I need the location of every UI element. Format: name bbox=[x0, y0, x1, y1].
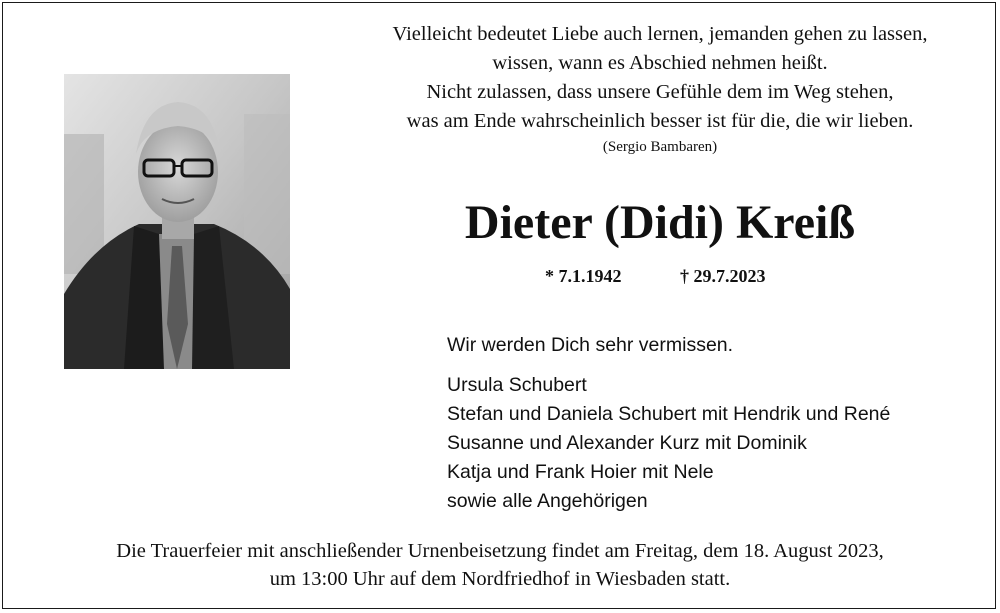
family-member: sowie alle Angehörigen bbox=[447, 490, 648, 512]
death-date: † 29.7.2023 bbox=[680, 266, 766, 286]
family-member: Stefan und Daniela Schubert mit Hendrik und René bbox=[447, 403, 891, 425]
deceased-name: Dieter (Didi) Kreiß bbox=[464, 196, 856, 249]
portrait-illustration bbox=[64, 74, 290, 369]
service-line: Die Trauerfeier mit anschließender Urnenbeisetzung findet am Freitag, dem 18. August 2023, bbox=[116, 540, 884, 562]
quote-line: Vielleicht bedeutet Liebe auch lernen, jemanden gehen zu lassen, bbox=[392, 23, 928, 45]
family-member: Katja und Frank Hoier mit Nele bbox=[447, 461, 714, 483]
family-member: Susanne und Alexander Kurz mit Dominik bbox=[447, 432, 807, 454]
birth-date: * 7.1.1942 bbox=[545, 266, 622, 286]
quote-author: (Sergio Bambaren) bbox=[602, 139, 718, 155]
portrait-photo bbox=[64, 74, 290, 369]
family-message: Wir werden Dich sehr vermissen. bbox=[447, 334, 734, 356]
quote-line: Nicht zulassen, dass unsere Gefühle dem im Weg stehen, bbox=[426, 81, 894, 103]
service-line: um 13:00 Uhr auf dem Nordfriedhof in Wiesbaden statt. bbox=[269, 568, 731, 590]
quote-line: wissen, wann es Abschied nehmen heißt. bbox=[492, 52, 828, 74]
family-member: Ursula Schubert bbox=[447, 374, 587, 396]
family-block bbox=[447, 331, 890, 516]
service-info bbox=[0, 537, 1000, 593]
memorial-quote bbox=[330, 20, 990, 158]
quote-line: was am Ende wahrscheinlich besser ist für die, die wir lieben. bbox=[406, 110, 914, 132]
